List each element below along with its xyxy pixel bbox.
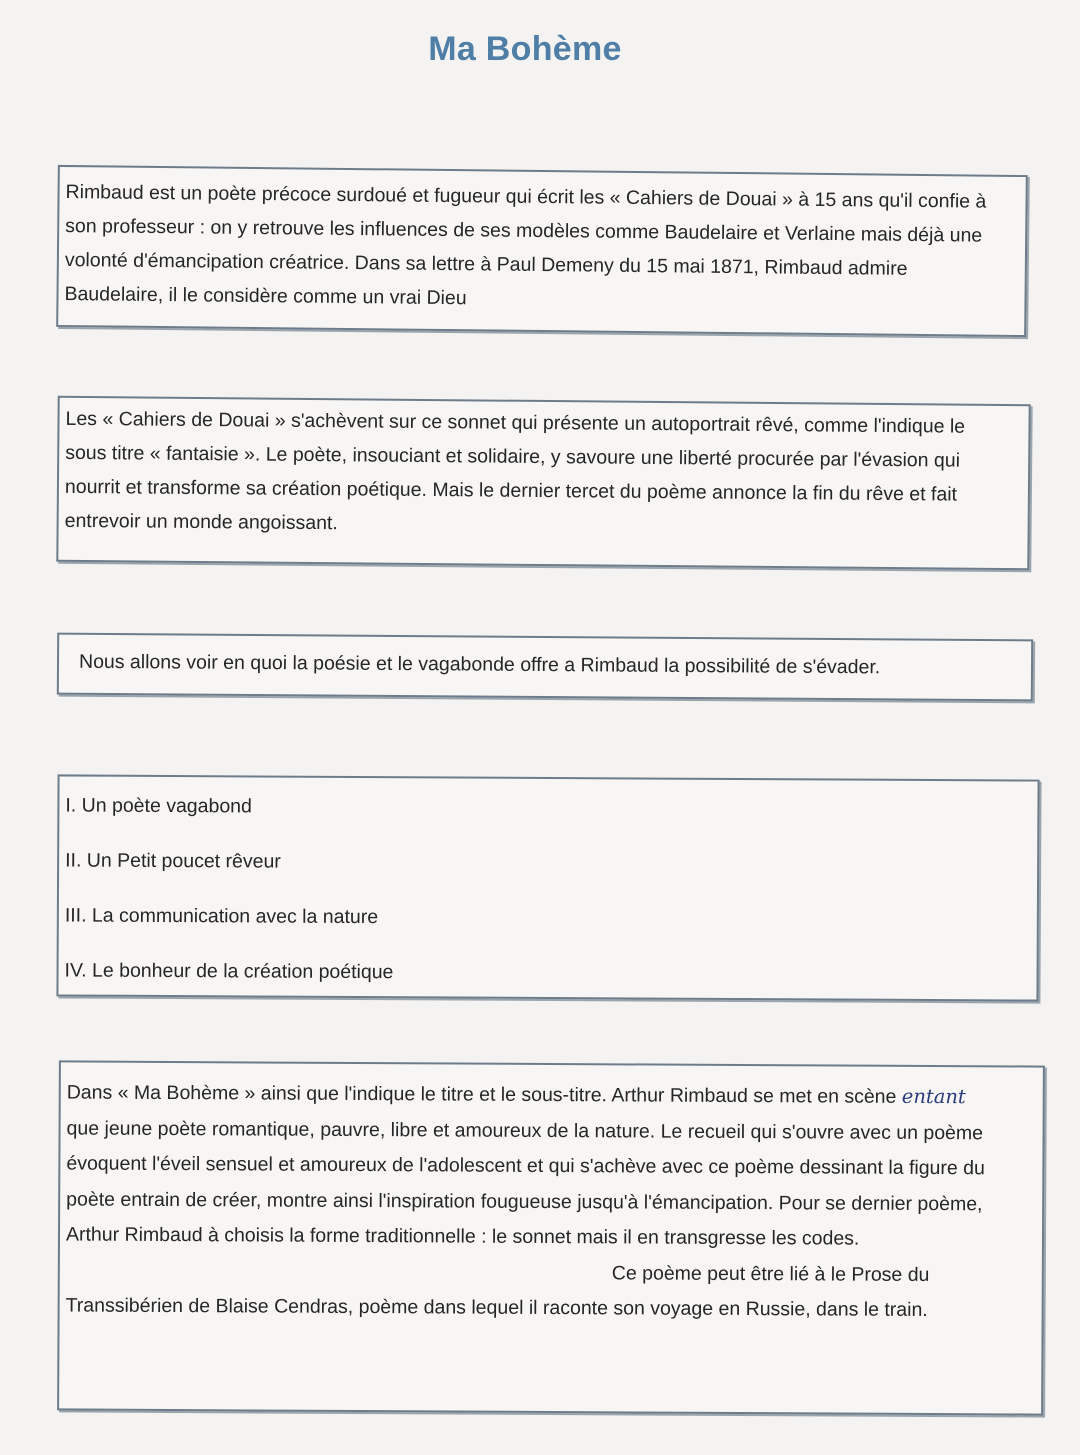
conclusion-text-end: que jeune poète romantique, pauvre, libre et amoureux de la nature. Le recueil qui s'ouvre avec un poème évoquent l'éveil sensuel et amoureux de l'adolescent et qui s'achève avec ce poème dessinant la figure du poète entrain de créer, montre ainsi l'inspiration fougueuse jusqu'à l'émancipation. Pour se dernier poème, Arthur Rimbaud à choisis la forme traditionnelle : le sonnet mais il en transgresse les codes. [65,1116,985,1250]
plan-item-1: I. Un poète vagabond [65,794,252,818]
conclusion-link-paragraph [66,1253,1002,1329]
conclusion-box [57,1060,1045,1415]
conclusion-link-rest: Transsibérien de Blaise Cendras, poème dans lequel il raconte son voyage en Russie, dans le train. [65,1294,928,1321]
problematic-box [57,633,1033,702]
plan-item-2: II. Un Petit poucet rêveur [65,849,281,873]
handwritten-correction: entant [901,1084,966,1109]
intro-box [56,165,1028,337]
context-box [56,396,1030,570]
page-title: Ma Bohème [428,30,622,68]
problematic-paragraph: Nous allons voir en quoi la poésie et le vagabonde offre a Rimbaud la possibilité de s'évader. [78,650,881,679]
plan-box [56,774,1039,1001]
conclusion-link-first-line: Ce poème peut être lié à le Prose du [611,1261,930,1286]
conclusion-paragraph [66,1074,1003,1257]
plan-item-4: IV. Le bonheur de la création poétique [64,959,394,984]
context-paragraph: Les « Cahiers de Douai » s'achèvent sur ce sonnet qui présente un autoportrait rêvé, comme l'indique le sous titre « fantaisie ». Le poète, insouciant et solidaire, y savoure une liberté procurée par l'évasion qui nourrit et transforme sa création poétique. Mais le dernier tercet du poème annonce la fin du rêve et fait entrevoir un monde angoissant. [64,407,966,535]
plan-item-3: III. La communication avec la nature [64,904,379,929]
intro-paragraph: Rimbaud est un poète précoce surdoué et fugueur qui écrit les « Cahiers de Douai » à 15 ans qu'il confie à son professeur : on y retrouve les influences de ses modèles comme Baudelaire et Verlaine mais déjà une volonté d'émancipation créatrice. Dans sa lettre à Paul Demeny du 15 mai 1871, Rimbaud admire Baudelaire, il le considère comme un vrai Dieu [64,181,987,310]
conclusion-text-start: Dans « Ma Bohème » ainsi que l'indique le titre et le sous-titre. Arthur Rimbaud se met en scène [66,1081,902,1108]
